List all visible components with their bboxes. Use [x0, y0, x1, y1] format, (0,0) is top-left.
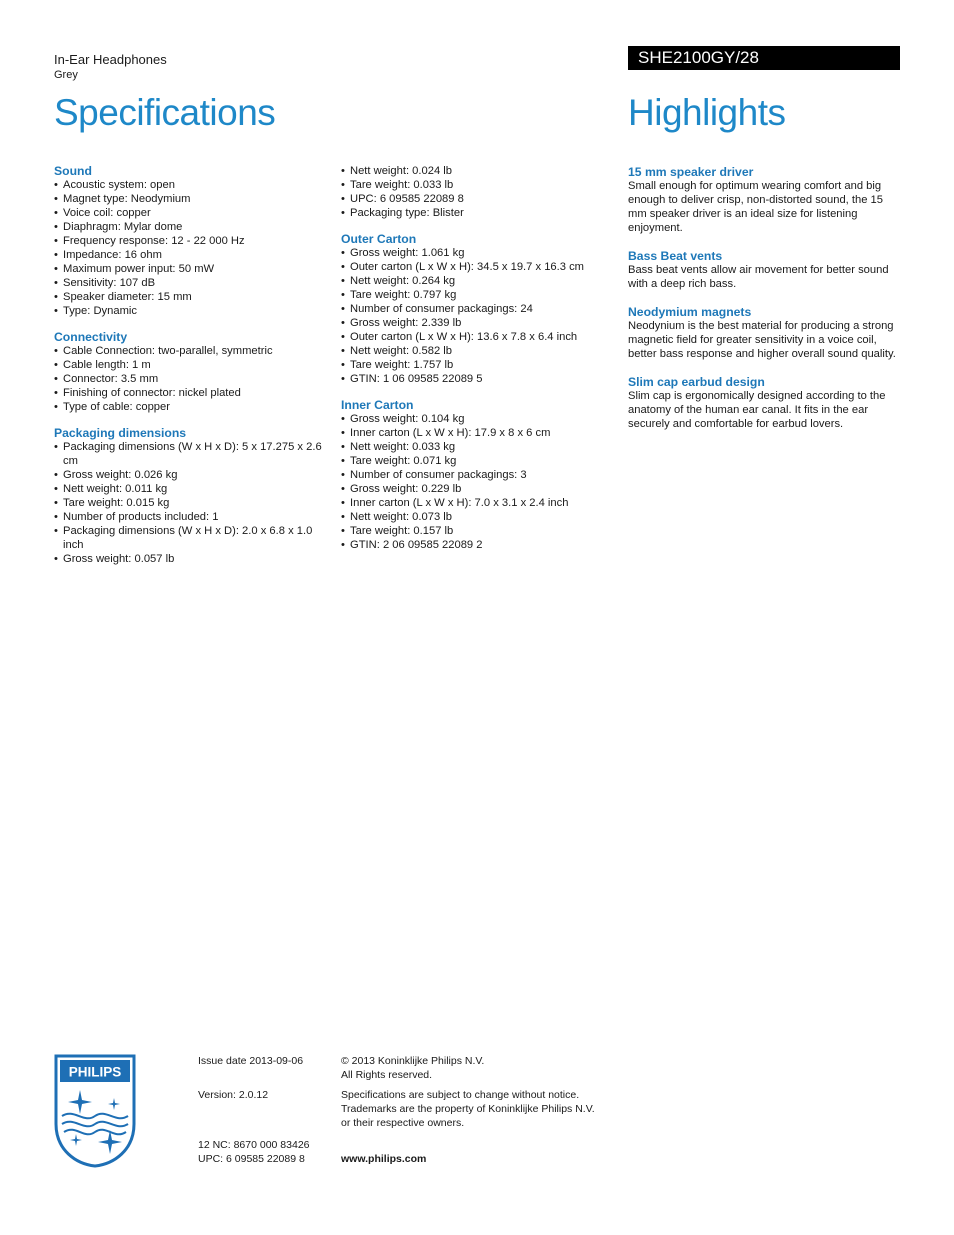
- specs-column-2: [341, 164, 621, 564]
- spec-item: • Gross weight: 0.229 lb: [341, 482, 621, 496]
- spec-item: • Type: Dynamic: [54, 304, 334, 318]
- product-name: In-Ear Headphones: [54, 52, 167, 67]
- highlights-title: Highlights: [628, 92, 786, 133]
- highlight-item: [628, 305, 903, 361]
- spec-item: • Nett weight: 0.073 lb: [341, 510, 621, 524]
- spec-item: • Connector: 3.5 mm: [54, 372, 334, 386]
- spec-section-title: Connectivity: [54, 330, 128, 344]
- spec-item: • Gross weight: 1.061 kg: [341, 246, 621, 260]
- spec-item: • Tare weight: 0.071 kg: [341, 454, 621, 468]
- spec-item: • Number of consumer packagings: 24: [341, 302, 621, 316]
- model-number-bar: SHE2100GY/28: [628, 46, 900, 70]
- spec-item: • Outer carton (L x W x H): 13.6 x 7.8 x 6.4 inch: [341, 330, 621, 344]
- spec-item: • Diaphragm: Mylar dome: [54, 220, 334, 234]
- spec-item: • Nett weight: 0.264 kg: [341, 274, 621, 288]
- spec-item: • Tare weight: 1.757 lb: [341, 358, 621, 372]
- spec-item: • Gross weight: 0.057 lb: [54, 552, 334, 566]
- spec-item: • Voice coil: copper: [54, 206, 334, 220]
- spec-item: • Tare weight: 0.157 lb: [341, 524, 621, 538]
- spec-section-continued: [341, 164, 621, 220]
- spec-item: • Cable Connection: two-parallel, symmetric: [54, 344, 334, 358]
- spec-item: • Inner carton (L x W x H): 7.0 x 3.1 x 2.4 inch: [341, 496, 621, 510]
- version: Version: 2.0.12: [198, 1089, 269, 1101]
- spec-item: • Tare weight: 0.797 kg: [341, 288, 621, 302]
- spec-section: [54, 164, 334, 318]
- spec-item: • Gross weight: 0.104 kg: [341, 412, 621, 426]
- spec-list: [54, 178, 334, 318]
- spec-item: • Speaker diameter: 15 mm: [54, 290, 334, 304]
- spec-item: • Sensitivity: 107 dB: [54, 276, 334, 290]
- spec-item: • Packaging dimensions (W x H x D): 5 x 17.275 x 2.6 cm: [54, 440, 334, 468]
- spec-item: • Finishing of connector: nickel plated: [54, 386, 334, 400]
- highlight-description: Slim cap is ergonomically designed according to the anatomy of the human ear canal. It fits in the ear securely and comfortable for earbud lovers.: [628, 390, 886, 430]
- highlight-title: 15 mm speaker driver: [628, 165, 754, 179]
- spec-item: • Nett weight: 0.582 lb: [341, 344, 621, 358]
- website-link[interactable]: www.philips.com: [341, 1153, 427, 1165]
- specs-column-1: [54, 164, 334, 578]
- spec-item: • Maximum power input: 50 mW: [54, 262, 334, 276]
- notice-line-1: Specifications are subject to change without notice.: [341, 1089, 580, 1101]
- highlight-description: Bass beat vents allow air movement for better sound with a deep rich bass.: [628, 264, 889, 290]
- spec-item: • Packaging dimensions (W x H x D): 2.0 x 6.8 x 1.0 inch: [54, 524, 334, 552]
- spec-item: • Outer carton (L x W x H): 34.5 x 19.7 x 16.3 cm: [341, 260, 621, 274]
- spec-section-title: Outer Carton: [341, 232, 417, 246]
- spec-list: [54, 440, 334, 566]
- spec-item: • Frequency response: 12 - 22 000 Hz: [54, 234, 334, 248]
- issue-date: Issue date 2013-09-06: [198, 1055, 304, 1067]
- spec-item: • Acoustic system: open: [54, 178, 334, 192]
- spec-list: [341, 246, 621, 386]
- nc-code: 12 NC: 8670 000 83426: [198, 1139, 310, 1151]
- highlight-item: [628, 375, 903, 431]
- notice-line-3: or their respective owners.: [341, 1117, 465, 1129]
- spec-item: • UPC: 6 09585 22089 8: [341, 192, 621, 206]
- spec-list: [341, 164, 621, 220]
- spec-item: • Nett weight: 0.011 kg: [54, 482, 334, 496]
- spec-section: [341, 232, 621, 386]
- spec-item: • Impedance: 16 ohm: [54, 248, 334, 262]
- highlight-title: Neodymium magnets: [628, 305, 752, 319]
- spec-section: [341, 398, 621, 552]
- spec-section-title: Sound: [54, 164, 92, 178]
- highlight-title: Bass Beat vents: [628, 249, 723, 263]
- spec-item: • Number of consumer packagings: 3: [341, 468, 621, 482]
- spec-item: • GTIN: 2 06 09585 22089 2: [341, 538, 621, 552]
- spec-item: • Type of cable: copper: [54, 400, 334, 414]
- highlight-item: [628, 165, 903, 235]
- copyright-line-2: All Rights reserved.: [341, 1069, 433, 1081]
- product-color: Grey: [54, 69, 78, 81]
- spec-section-title: Packaging dimensions: [54, 426, 187, 440]
- highlight-description: Neodynium is the best material for producing a strong magnetic field for greater sensitivity in a voice coil, better bass response and higher overall sound quality.: [628, 320, 896, 360]
- specifications-title: Specifications: [54, 92, 276, 133]
- upc-code: UPC: 6 09585 22089 8: [198, 1153, 305, 1165]
- spec-item: • Gross weight: 2.339 lb: [341, 316, 621, 330]
- logo-text: PHILIPS: [68, 1064, 122, 1080]
- spec-item: • Tare weight: 0.015 kg: [54, 496, 334, 510]
- spec-section: [54, 426, 334, 566]
- spec-item: • Number of products included: 1: [54, 510, 334, 524]
- notice-line-2: Trademarks are the property of Koninklijke Philips N.V.: [341, 1103, 595, 1115]
- spec-item: • Cable length: 1 m: [54, 358, 334, 372]
- philips-shield-logo: [54, 1054, 136, 1168]
- spec-item: • Magnet type: Neodymium: [54, 192, 334, 206]
- spec-item: • Packaging type: Blister: [341, 206, 621, 220]
- spec-item: • Tare weight: 0.033 lb: [341, 178, 621, 192]
- spec-item: • Gross weight: 0.026 kg: [54, 468, 334, 482]
- highlight-item: [628, 249, 903, 291]
- legal-notice: [341, 1088, 595, 1130]
- spec-item: • Inner carton (L x W x H): 17.9 x 8 x 6 cm: [341, 426, 621, 440]
- highlight-title: Slim cap earbud design: [628, 375, 765, 389]
- spec-item: • GTIN: 1 06 09585 22089 5: [341, 372, 621, 386]
- spec-section-title: Inner Carton: [341, 398, 414, 412]
- spec-section: [54, 330, 334, 414]
- highlight-description: Small enough for optimum wearing comfort and big enough to deliver crisp, non-distorted sound, the 15 mm speaker driver is an ideal size for listening enjoyment.: [628, 180, 883, 234]
- spec-item: • Nett weight: 0.024 lb: [341, 164, 621, 178]
- copyright: [341, 1054, 484, 1082]
- copyright-line-1: © 2013 Koninklijke Philips N.V.: [341, 1055, 485, 1067]
- spec-list: [54, 344, 334, 414]
- product-codes: [198, 1138, 310, 1166]
- spec-list: [341, 412, 621, 552]
- spec-item: • Nett weight: 0.033 kg: [341, 440, 621, 454]
- highlights-column: [628, 165, 903, 445]
